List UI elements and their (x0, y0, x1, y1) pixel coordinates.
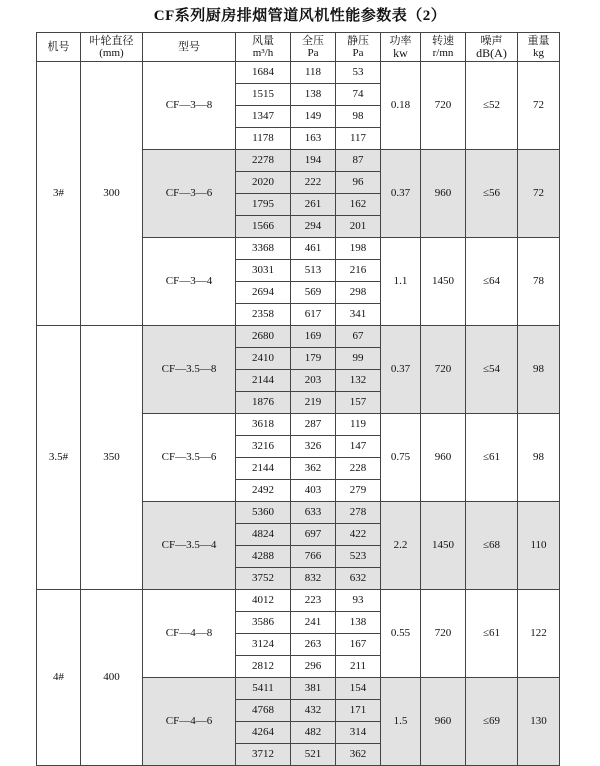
model-cell: CF—3—8 (143, 62, 236, 150)
total-pressure-cell: 697 (291, 524, 336, 546)
total-pressure-cell: 219 (291, 392, 336, 414)
static-pressure-cell: 314 (336, 722, 381, 744)
speed-cell: 1450 (421, 502, 466, 590)
static-pressure-cell: 201 (336, 216, 381, 238)
static-pressure-cell: 279 (336, 480, 381, 502)
weight-cell: 98 (518, 414, 560, 502)
speed-cell: 720 (421, 326, 466, 414)
airflow-cell: 2694 (236, 282, 291, 304)
header-weight: 重量 kg (518, 33, 560, 62)
total-pressure-cell: 149 (291, 106, 336, 128)
total-pressure-cell: 569 (291, 282, 336, 304)
header-noise: 噪声 dB(A) (466, 33, 518, 62)
total-pressure-cell: 222 (291, 172, 336, 194)
airflow-cell: 1795 (236, 194, 291, 216)
weight-cell: 130 (518, 678, 560, 766)
airflow-cell: 1876 (236, 392, 291, 414)
total-pressure-cell: 194 (291, 150, 336, 172)
table-row (37, 62, 560, 84)
static-pressure-cell: 228 (336, 458, 381, 480)
model-cell: CF—4—8 (143, 590, 236, 678)
total-pressure-cell: 287 (291, 414, 336, 436)
weight-cell: 78 (518, 238, 560, 326)
airflow-cell: 4264 (236, 722, 291, 744)
static-pressure-cell: 211 (336, 656, 381, 678)
airflow-cell: 2680 (236, 326, 291, 348)
airflow-cell: 2144 (236, 458, 291, 480)
weight-cell: 72 (518, 62, 560, 150)
airflow-cell: 5360 (236, 502, 291, 524)
speed-cell: 720 (421, 62, 466, 150)
airflow-cell: 3368 (236, 238, 291, 260)
airflow-cell: 2144 (236, 370, 291, 392)
airflow-cell: 5411 (236, 678, 291, 700)
static-pressure-cell: 157 (336, 392, 381, 414)
static-pressure-cell: 362 (336, 744, 381, 766)
total-pressure-cell: 633 (291, 502, 336, 524)
static-pressure-cell: 154 (336, 678, 381, 700)
speed-cell: 960 (421, 414, 466, 502)
static-pressure-cell: 198 (336, 238, 381, 260)
total-pressure-cell: 163 (291, 128, 336, 150)
power-cell: 0.75 (381, 414, 421, 502)
static-pressure-cell: 278 (336, 502, 381, 524)
weight-cell: 110 (518, 502, 560, 590)
total-pressure-cell: 513 (291, 260, 336, 282)
machine-no-cell: 4# (37, 590, 81, 766)
speed-cell: 960 (421, 678, 466, 766)
airflow-cell: 3712 (236, 744, 291, 766)
airflow-cell: 1515 (236, 84, 291, 106)
airflow-cell: 2358 (236, 304, 291, 326)
header-static-pressure: 静压 Pa (336, 33, 381, 62)
total-pressure-cell: 482 (291, 722, 336, 744)
model-cell: CF—3—6 (143, 150, 236, 238)
total-pressure-cell: 179 (291, 348, 336, 370)
airflow-cell: 3124 (236, 634, 291, 656)
static-pressure-cell: 147 (336, 436, 381, 458)
noise-cell: ≤68 (466, 502, 518, 590)
airflow-cell: 4012 (236, 590, 291, 612)
power-cell: 1.1 (381, 238, 421, 326)
airflow-cell: 2278 (236, 150, 291, 172)
header-total-pressure: 全压 Pa (291, 33, 336, 62)
power-cell: 0.37 (381, 150, 421, 238)
fan-spec-table (36, 32, 560, 766)
airflow-cell: 2812 (236, 656, 291, 678)
model-cell: CF—3.5—6 (143, 414, 236, 502)
weight-cell: 72 (518, 150, 560, 238)
airflow-cell: 3586 (236, 612, 291, 634)
page-title: CF系列厨房排烟管道风机性能参数表（2） (153, 8, 447, 24)
total-pressure-cell: 169 (291, 326, 336, 348)
static-pressure-cell: 87 (336, 150, 381, 172)
airflow-cell: 3216 (236, 436, 291, 458)
static-pressure-cell: 93 (336, 590, 381, 612)
static-pressure-cell: 422 (336, 524, 381, 546)
total-pressure-cell: 461 (291, 238, 336, 260)
model-cell: CF—3.5—8 (143, 326, 236, 414)
total-pressure-cell: 326 (291, 436, 336, 458)
power-cell: 1.5 (381, 678, 421, 766)
static-pressure-cell: 138 (336, 612, 381, 634)
total-pressure-cell: 241 (291, 612, 336, 634)
airflow-cell: 2020 (236, 172, 291, 194)
total-pressure-cell: 832 (291, 568, 336, 590)
airflow-cell: 1178 (236, 128, 291, 150)
total-pressure-cell: 403 (291, 480, 336, 502)
airflow-cell: 2492 (236, 480, 291, 502)
header-model: 型号 (143, 33, 236, 62)
speed-cell: 720 (421, 590, 466, 678)
total-pressure-cell: 263 (291, 634, 336, 656)
airflow-cell: 2410 (236, 348, 291, 370)
power-cell: 2.2 (381, 502, 421, 590)
power-cell: 0.55 (381, 590, 421, 678)
header-power: 功率 kw (381, 33, 421, 62)
header-row (37, 33, 560, 62)
model-cell: CF—3.5—4 (143, 502, 236, 590)
header-impeller-diameter: 叶轮直径 (mm) (81, 33, 143, 62)
weight-cell: 122 (518, 590, 560, 678)
static-pressure-cell: 132 (336, 370, 381, 392)
static-pressure-cell: 119 (336, 414, 381, 436)
airflow-cell: 4768 (236, 700, 291, 722)
model-cell: CF—4—6 (143, 678, 236, 766)
noise-cell: ≤69 (466, 678, 518, 766)
table-body (37, 62, 560, 766)
impeller-diameter-cell: 350 (81, 326, 143, 590)
static-pressure-cell: 98 (336, 106, 381, 128)
total-pressure-cell: 203 (291, 370, 336, 392)
impeller-diameter-cell: 300 (81, 62, 143, 326)
static-pressure-cell: 99 (336, 348, 381, 370)
total-pressure-cell: 362 (291, 458, 336, 480)
total-pressure-cell: 223 (291, 590, 336, 612)
airflow-cell: 3618 (236, 414, 291, 436)
airflow-cell: 3752 (236, 568, 291, 590)
static-pressure-cell: 117 (336, 128, 381, 150)
total-pressure-cell: 521 (291, 744, 336, 766)
static-pressure-cell: 216 (336, 260, 381, 282)
power-cell: 0.37 (381, 326, 421, 414)
total-pressure-cell: 118 (291, 62, 336, 84)
static-pressure-cell: 523 (336, 546, 381, 568)
static-pressure-cell: 167 (336, 634, 381, 656)
noise-cell: ≤54 (466, 326, 518, 414)
total-pressure-cell: 138 (291, 84, 336, 106)
total-pressure-cell: 432 (291, 700, 336, 722)
airflow-cell: 1684 (236, 62, 291, 84)
table-row (37, 590, 560, 612)
total-pressure-cell: 294 (291, 216, 336, 238)
speed-cell: 960 (421, 150, 466, 238)
noise-cell: ≤61 (466, 414, 518, 502)
static-pressure-cell: 74 (336, 84, 381, 106)
static-pressure-cell: 53 (336, 62, 381, 84)
total-pressure-cell: 381 (291, 678, 336, 700)
model-cell: CF—3—4 (143, 238, 236, 326)
total-pressure-cell: 617 (291, 304, 336, 326)
airflow-cell: 1566 (236, 216, 291, 238)
airflow-cell: 4824 (236, 524, 291, 546)
static-pressure-cell: 96 (336, 172, 381, 194)
static-pressure-cell: 632 (336, 568, 381, 590)
total-pressure-cell: 296 (291, 656, 336, 678)
static-pressure-cell: 171 (336, 700, 381, 722)
airflow-cell: 1347 (236, 106, 291, 128)
header-machine-no: 机号 (37, 33, 81, 62)
static-pressure-cell: 67 (336, 326, 381, 348)
table-row (37, 326, 560, 348)
power-cell: 0.18 (381, 62, 421, 150)
noise-cell: ≤56 (466, 150, 518, 238)
total-pressure-cell: 261 (291, 194, 336, 216)
airflow-cell: 4288 (236, 546, 291, 568)
total-pressure-cell: 766 (291, 546, 336, 568)
machine-no-cell: 3.5# (37, 326, 81, 590)
static-pressure-cell: 341 (336, 304, 381, 326)
machine-no-cell: 3# (37, 62, 81, 326)
impeller-diameter-cell: 400 (81, 590, 143, 766)
speed-cell: 1450 (421, 238, 466, 326)
noise-cell: ≤52 (466, 62, 518, 150)
noise-cell: ≤64 (466, 238, 518, 326)
airflow-cell: 3031 (236, 260, 291, 282)
static-pressure-cell: 298 (336, 282, 381, 304)
weight-cell: 98 (518, 326, 560, 414)
header-airflow: 风量 m³/h (236, 33, 291, 62)
header-speed: 转速 r/mn (421, 33, 466, 62)
noise-cell: ≤61 (466, 590, 518, 678)
static-pressure-cell: 162 (336, 194, 381, 216)
